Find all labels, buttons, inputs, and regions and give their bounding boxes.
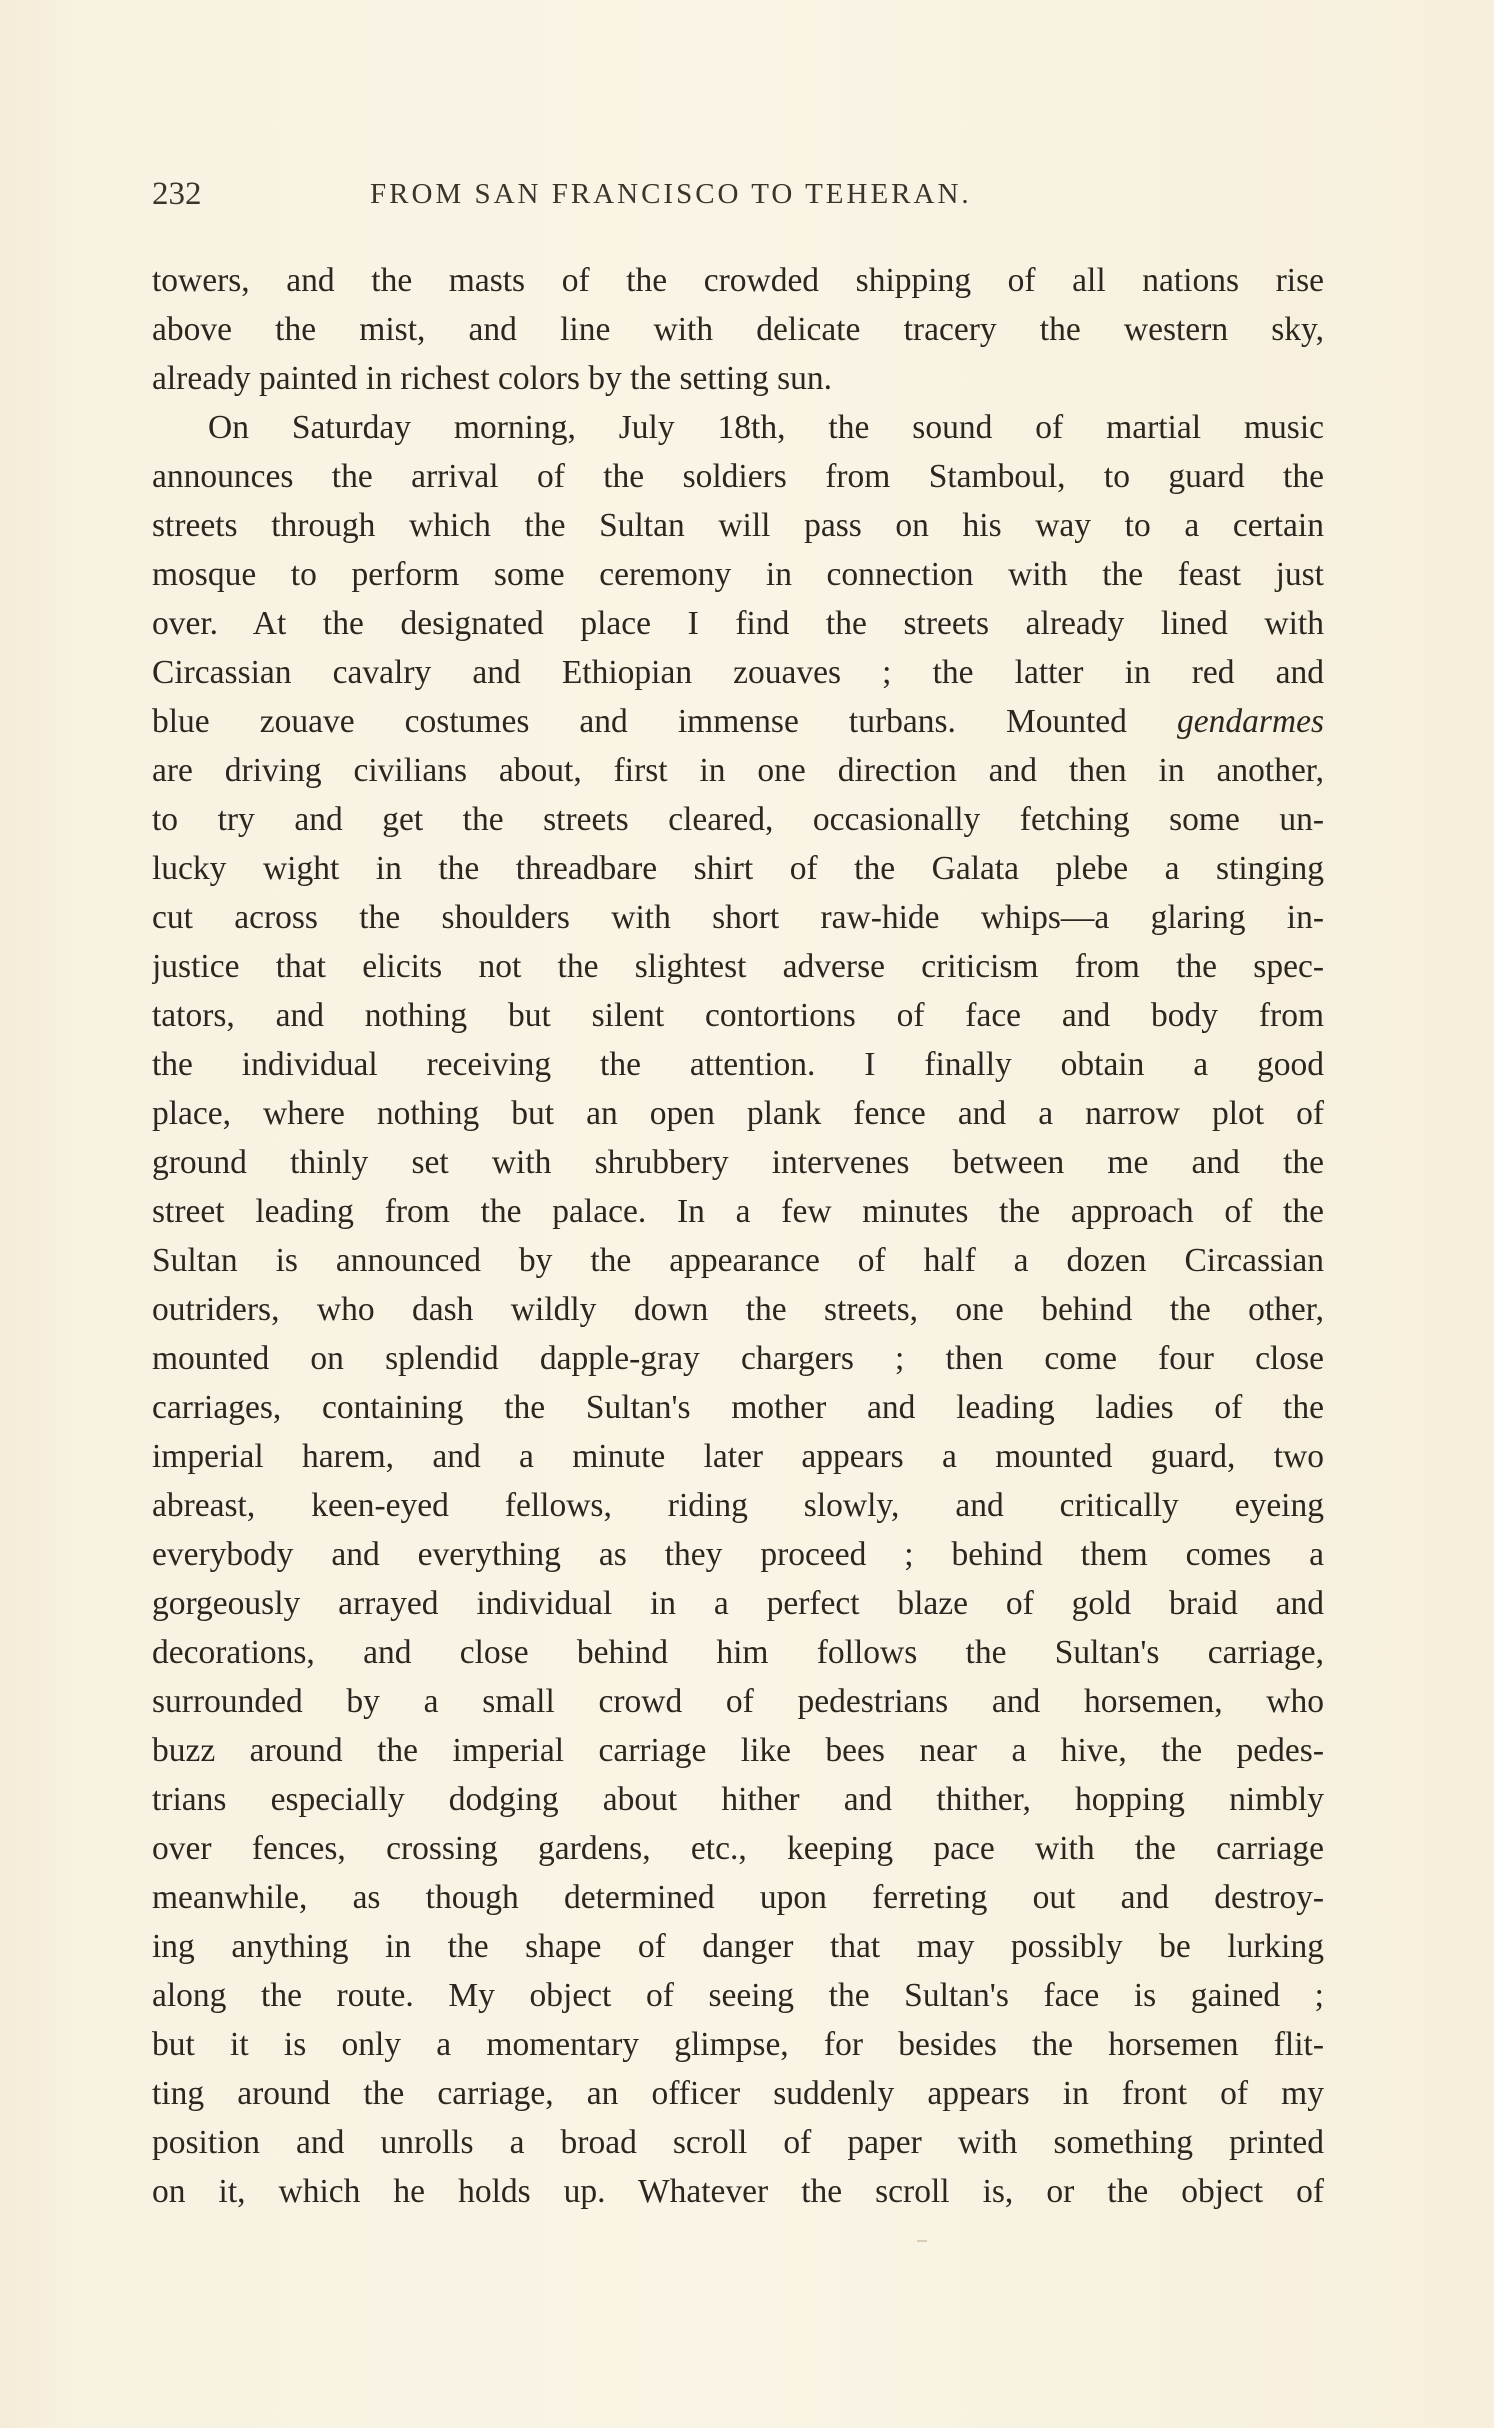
- text-line: to try and get the streets cleared, occasionally fetching some un-: [152, 801, 1324, 838]
- text-line: on it, which he holds up. Whatever the scroll is, or the object of: [152, 2173, 1324, 2210]
- text-line: decorations, and close behind him follows the Sultan's carriage,: [152, 1634, 1324, 1671]
- body-text: [152, 256, 1324, 2216]
- text-line: carriages, containing the Sultan's mother and leading ladies of the: [152, 1389, 1324, 1426]
- text-line: ing anything in the shape of danger that may possibly be lurking: [152, 1928, 1324, 1965]
- text-line: buzz around the imperial carriage like bees near a hive, the pedes-: [152, 1732, 1324, 1769]
- text-line: lucky wight in the threadbare shirt of the Galata plebe a stinging: [152, 850, 1324, 887]
- page-number: 232: [152, 176, 202, 212]
- text-line: justice that elicits not the slightest adverse criticism from the spec-: [152, 948, 1324, 985]
- text-line: ting around the carriage, an officer suddenly appears in front of my: [152, 2075, 1324, 2112]
- text-line: over. At the designated place I find the streets already lined with: [152, 605, 1324, 642]
- text-line: everybody and everything as they proceed ; behind them comes a: [152, 1536, 1324, 1573]
- text-line: meanwhile, as though determined upon ferreting out and destroy-: [152, 1879, 1324, 1916]
- text-line: already painted in richest colors by the setting sun.: [152, 360, 833, 397]
- text-line: On Saturday morning, July 18th, the sound of martial music: [208, 409, 1324, 446]
- text-line: but it is only a momentary glimpse, for besides the horsemen flit-: [152, 2026, 1324, 2063]
- text-line: gorgeously arrayed individual in a perfect blaze of gold braid and: [152, 1585, 1324, 1622]
- text-line: towers, and the masts of the crowded shipping of all nations rise: [152, 262, 1324, 299]
- text-line: announces the arrival of the soldiers from Stamboul, to guard the: [152, 458, 1324, 495]
- text-line: cut across the shoulders with short raw-hide whips—a glaring in-: [152, 899, 1324, 936]
- text-line: above the mist, and line with delicate tracery the western sky,: [152, 311, 1324, 348]
- text-line: Circassian cavalry and Ethiopian zouaves ; the latter in red and: [152, 654, 1324, 691]
- text-line: are driving civilians about, first in one direction and then in another,: [152, 752, 1324, 789]
- text-line: the individual receiving the attention. I finally obtain a good: [152, 1046, 1324, 1083]
- italic-word: gendarmes: [1176, 703, 1324, 740]
- text-line: surrounded by a small crowd of pedestrians and horsemen, who: [152, 1683, 1324, 1720]
- text-line: trians especially dodging about hither and thither, hopping nimbly: [152, 1781, 1324, 1818]
- text-line: position and unrolls a broad scroll of paper with something printed: [152, 2124, 1324, 2161]
- text-line: along the route. My object of seeing the Sultan's face is gained ;: [152, 1977, 1324, 2014]
- text-line: imperial harem, and a minute later appears a mounted guard, two: [152, 1438, 1324, 1475]
- text-line: streets through which the Sultan will pass on his way to a certain: [152, 507, 1324, 544]
- text-line: mosque to perform some ceremony in connection with the feast just: [152, 556, 1324, 593]
- paper-speck: [917, 2240, 927, 2242]
- running-title: FROM SAN FRANCISCO TO TEHERAN.: [370, 178, 972, 210]
- text-line: place, where nothing but an open plank fence and a narrow plot of: [152, 1095, 1324, 1132]
- text-line: mounted on splendid dapple-gray chargers ; then come four close: [152, 1340, 1324, 1377]
- text-line: abreast, keen-eyed fellows, riding slowly, and critically eyeing: [152, 1487, 1324, 1524]
- running-head: [152, 176, 1322, 220]
- text-line: street leading from the palace. In a few minutes the approach of the: [152, 1193, 1324, 1230]
- text-line: outriders, who dash wildly down the streets, one behind the other,: [152, 1291, 1324, 1328]
- text-line: Sultan is announced by the appearance of half a dozen Circassian: [152, 1242, 1324, 1279]
- text-line: ground thinly set with shrubbery intervenes between me and the: [152, 1144, 1324, 1181]
- text-line: tators, and nothing but silent contortions of face and body from: [152, 997, 1324, 1034]
- text-line: over fences, crossing gardens, etc., keeping pace with the carriage: [152, 1830, 1324, 1867]
- text-line: blue zouave costumes and immense turbans. Mounted gendarmes: [152, 703, 1324, 740]
